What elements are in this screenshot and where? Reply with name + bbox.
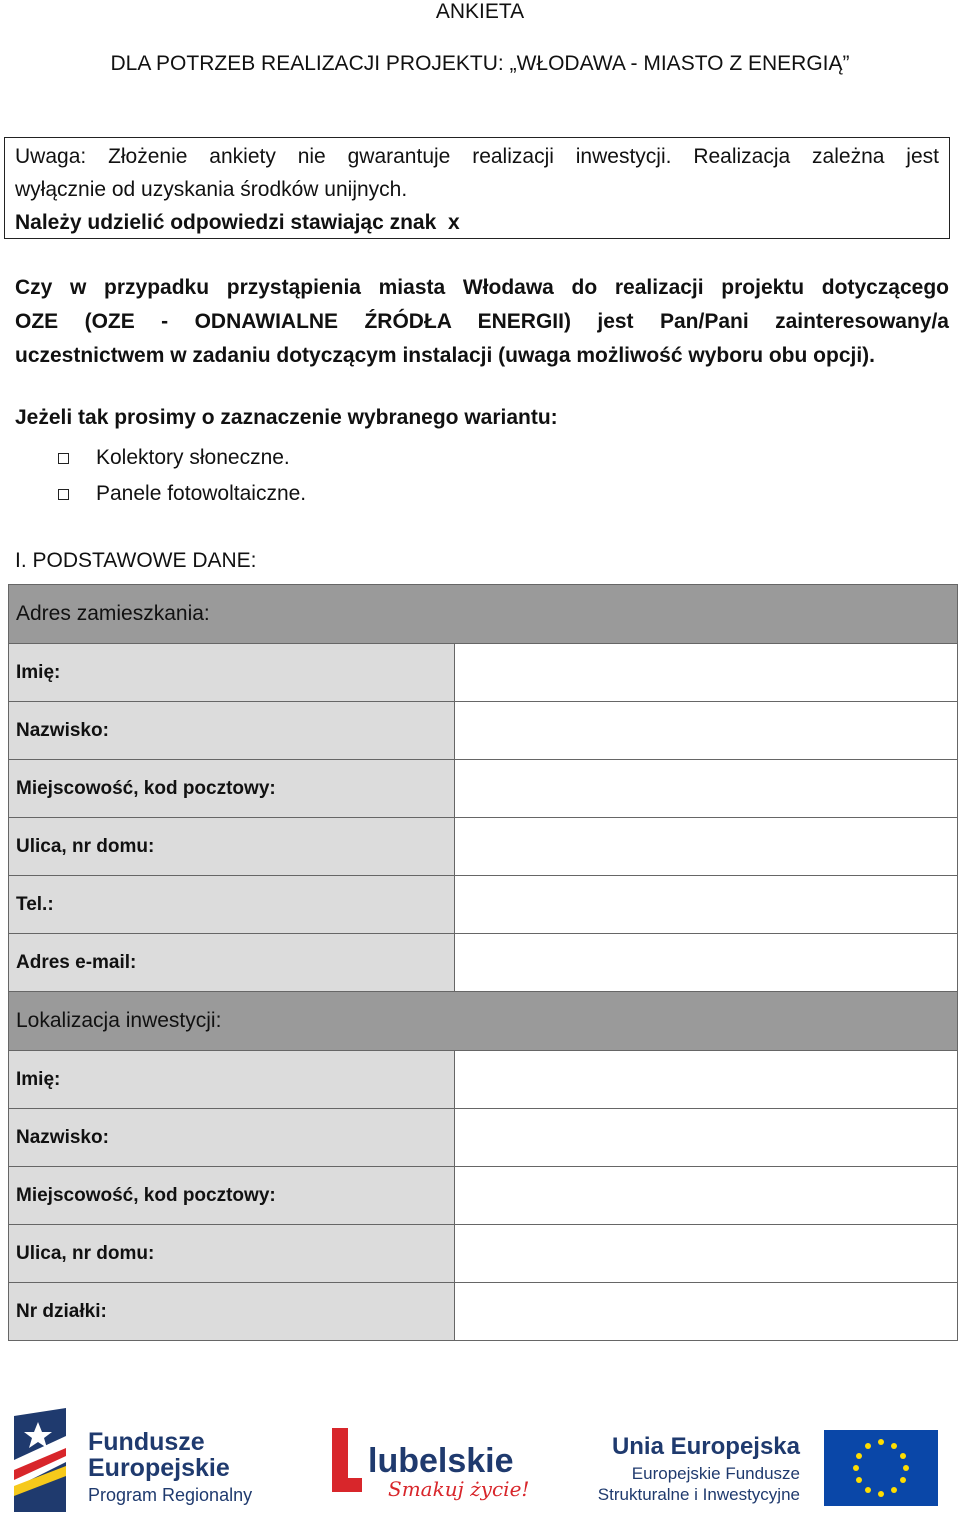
- lubelskie-name: lubelskie: [368, 1442, 514, 1480]
- field-label: Ulica, nr domu:: [9, 1225, 455, 1283]
- notice-line-2: wyłącznie od uzyskania środków unijnych.: [15, 178, 408, 201]
- field-label: Tel.:: [9, 876, 455, 934]
- form-subtitle: DLA POTRZEB REALIZACJI PROJEKTU: „WŁODAWA - MIASTO Z ENERGIĄ”: [110, 52, 850, 75]
- option-photovoltaic-panels[interactable]: [58, 482, 306, 506]
- field-label: Imię:: [9, 1051, 455, 1109]
- form-title: ANKIETA: [435, 0, 525, 23]
- fundusze-europejskie-logo: [14, 1408, 252, 1512]
- table-row: [9, 644, 958, 702]
- section-title: I. PODSTAWOWE DANE:: [15, 549, 257, 572]
- field-label: Imię:: [9, 644, 455, 702]
- question-line-3: uczestnictwem w zadaniu dotyczącym instalacji (uwaga możliwość wyboru obu opcji).: [15, 344, 876, 367]
- table-section-header: [9, 992, 958, 1051]
- investment-plot-number-field[interactable]: [455, 1283, 958, 1341]
- ue-line-3: Strukturalne i Inwestycyjne: [597, 1485, 800, 1504]
- address-heading: Adres zamieszkania:: [9, 585, 958, 644]
- table-row: [9, 1225, 958, 1283]
- table-row: [9, 934, 958, 992]
- lubelskie-slogan: Smakuj życie!: [388, 1477, 530, 1501]
- unia-europejska-logo: [598, 1430, 938, 1506]
- field-label: Nr działki:: [9, 1283, 455, 1341]
- lubelskie-logo: [332, 1428, 529, 1501]
- investment-last-name-field[interactable]: [455, 1109, 958, 1167]
- notice-instruction: Należy udzielić odpowiedzi stawiając znak x: [15, 211, 460, 234]
- logo-bar: [0, 1400, 960, 1514]
- field-label: Adres e-mail:: [9, 934, 455, 992]
- question-text: [15, 271, 949, 373]
- table-row: [9, 818, 958, 876]
- table-row: [9, 760, 958, 818]
- notice-box: [4, 137, 950, 239]
- table-row: [9, 702, 958, 760]
- table-row: [9, 1167, 958, 1225]
- fe-line-2: Europejskie: [88, 1454, 230, 1482]
- checkbox-photovoltaic-panels[interactable]: [58, 489, 69, 500]
- investment-first-name-field[interactable]: [455, 1051, 958, 1109]
- ue-line-1: Unia Europejska: [611, 1433, 800, 1460]
- field-label: Miejscowość, kod pocztowy:: [9, 1167, 455, 1225]
- option-label: Kolektory słoneczne.: [96, 446, 290, 469]
- table-row: [9, 1283, 958, 1341]
- investment-heading: Lokalizacja inwestycji:: [9, 992, 958, 1051]
- personal-data-table: [8, 584, 958, 1341]
- table-row: [9, 876, 958, 934]
- option-label: Panele fotowoltaiczne.: [96, 482, 307, 505]
- investment-city-postcode-field[interactable]: [455, 1167, 958, 1225]
- question-line-1: Czy w przypadku przystąpienia miasta Włodawa do realizacji projektu dotyczącego: [15, 276, 949, 299]
- address-city-postcode-field[interactable]: [455, 760, 958, 818]
- table-section-header: [9, 585, 958, 644]
- field-label: Nazwisko:: [9, 702, 455, 760]
- field-label: Nazwisko:: [9, 1109, 455, 1167]
- variant-prompt: Jeżeli tak prosimy o zaznaczenie wybranego wariantu:: [15, 406, 558, 429]
- option-solar-collectors[interactable]: [58, 446, 290, 470]
- fe-line-1: Fundusze: [88, 1428, 205, 1456]
- fe-line-3: Program Regionalny: [88, 1485, 253, 1505]
- field-label: Miejscowość, kod pocztowy:: [9, 760, 455, 818]
- address-street-field[interactable]: [455, 818, 958, 876]
- address-phone-field[interactable]: [455, 876, 958, 934]
- question-line-2: OZE (OZE - ODNAWIALNE ŹRÓDŁA ENERGII) jest Pan/Pani zainteresowany/a: [15, 310, 949, 333]
- table-row: [9, 1051, 958, 1109]
- field-label: Ulica, nr domu:: [9, 818, 455, 876]
- address-last-name-field[interactable]: [455, 702, 958, 760]
- notice-line-1: Uwaga: Złożenie ankiety nie gwarantuje realizacji inwestycji. Realizacja zależna jest: [15, 145, 939, 168]
- address-email-field[interactable]: [455, 934, 958, 992]
- checkbox-solar-collectors[interactable]: [58, 453, 69, 464]
- table-row: [9, 1109, 958, 1167]
- investment-street-field[interactable]: [455, 1225, 958, 1283]
- address-first-name-field[interactable]: [455, 644, 958, 702]
- ue-line-2: Europejskie Fundusze: [631, 1464, 800, 1483]
- logo-bar-graphic: [0, 1400, 960, 1514]
